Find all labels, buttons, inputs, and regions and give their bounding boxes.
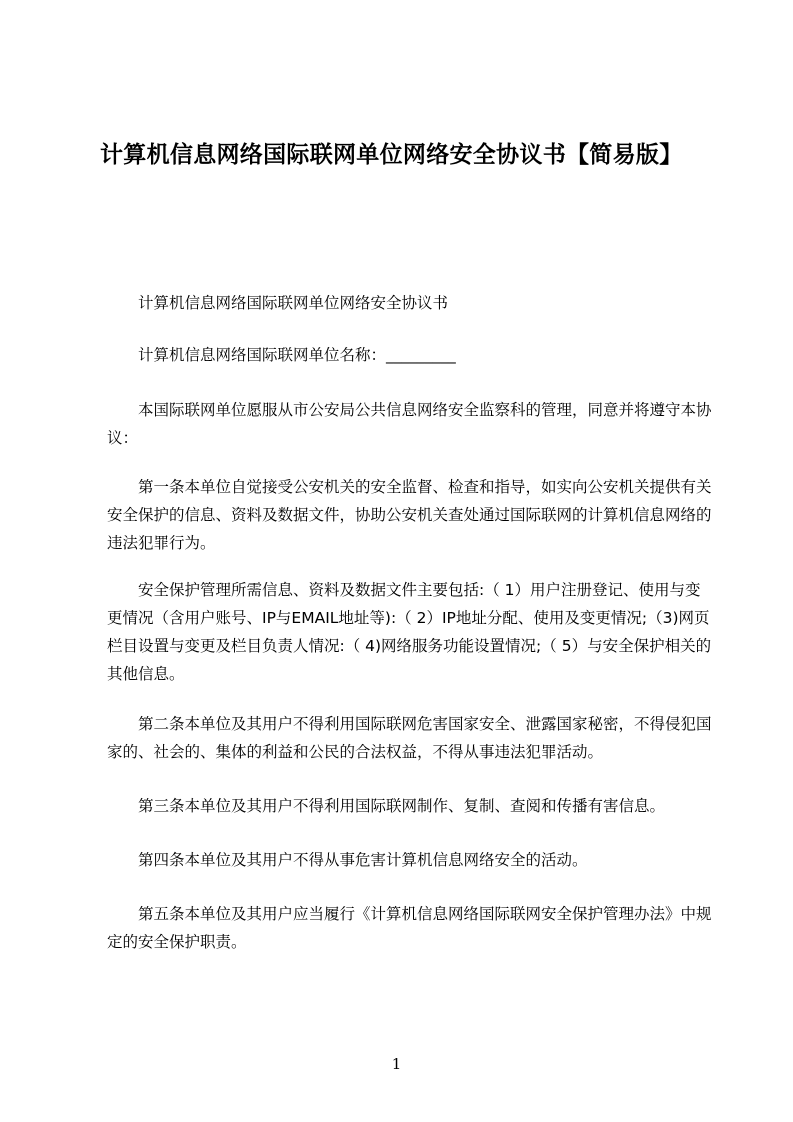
paragraph-text: 本国际联网单位愿服从市公安局公共信息网络安全监察科的管理，同意并将遵守本协议：	[107, 401, 712, 447]
paragraph-text: 计算机信息网络国际联网单位名称：_________	[138, 346, 456, 364]
paragraph-intro	[107, 396, 713, 452]
paragraph-text: 第三条本单位及其用户不得利用国际联网制作、复制、查阅和传播有害信息。	[138, 797, 666, 815]
paragraph-article-3	[107, 792, 713, 820]
paragraph-heading	[107, 289, 713, 317]
paragraph-text: 第一条本单位自觉接受公安机关的安全监督、检查和指导，如实向公安机关提供有关安全保护的信息、资料及数据文件，协助公安机关查处通过国际联网的计算机信息网络的违法犯罪行为。	[107, 478, 712, 552]
paragraph-info-list	[107, 576, 713, 688]
paragraph-text: 第五条本单位及其用户应当履行《计算机信息网络国际联网安全保护管理办法》中规定的安全保护职责。	[107, 905, 712, 951]
paragraph-text: 计算机信息网络国际联网单位网络安全协议书	[138, 294, 449, 312]
paragraph-text: 第四条本单位及其用户不得从事危害计算机信息网络安全的活动。	[138, 851, 588, 869]
paragraph-article-1	[107, 473, 713, 557]
paragraph-text: 第二条本单位及其用户不得利用国际联网危害国家安全、泄露国家秘密，不得侵犯国家的、社会的、集体的利益和公民的合法权益，不得从事违法犯罪活动。	[107, 715, 712, 761]
document-title: 计算机信息网络国际联网单位网络安全协议书【简易版】	[100, 142, 683, 168]
paragraph-article-2	[107, 710, 713, 766]
paragraph-text: 安全保护管理所需信息、资料及数据文件主要包括:（ 1）用户注册登记、使用与变更情况（含用户账号、IP与EMAIL地址等):（ 2）IP地址分配、使用及变更情况;（3)网页栏目设置与变更及栏目负责人情况:（ 4)网络服务功能设置情况;（ 5）与安全保护相关的其他信息。	[107, 581, 712, 683]
paragraph-unit-name	[107, 341, 713, 369]
paragraph-article-4	[107, 846, 713, 874]
page-number: 1	[391, 1055, 402, 1073]
paragraph-article-5	[107, 900, 713, 956]
